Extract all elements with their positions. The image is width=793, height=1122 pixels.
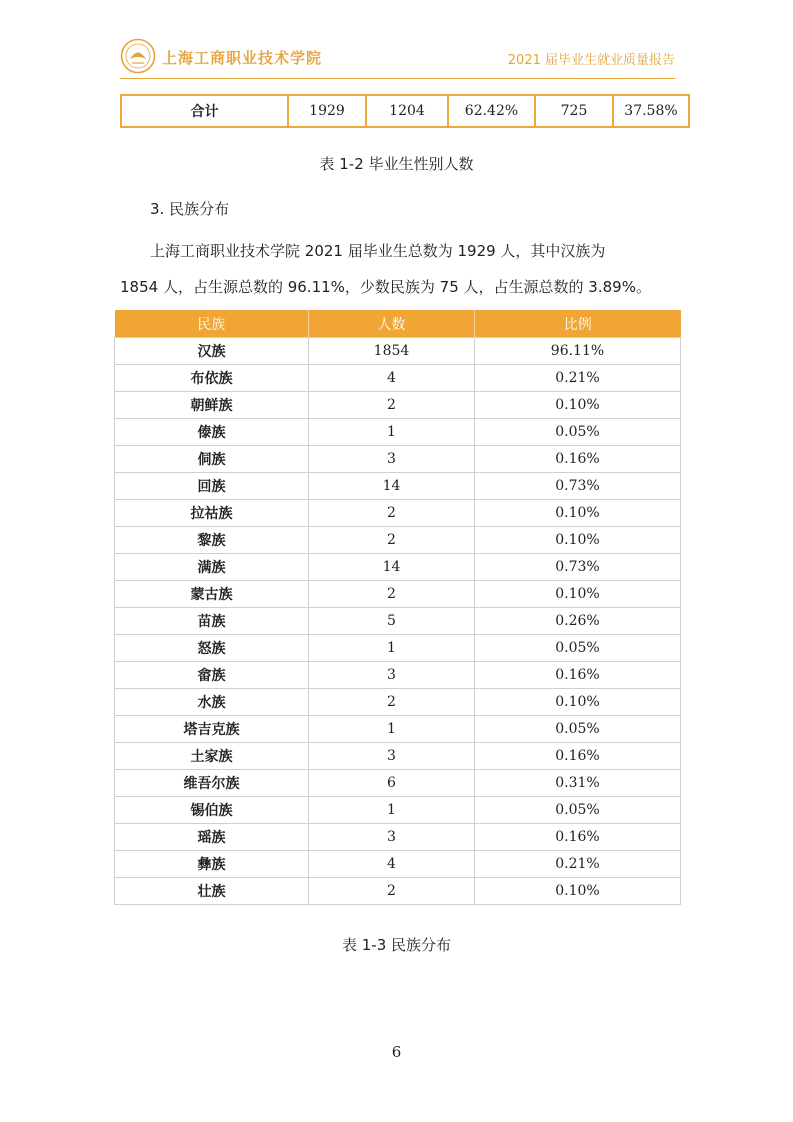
ethnicity-cell: 黎族 bbox=[115, 527, 309, 554]
count-cell: 1 bbox=[309, 635, 475, 662]
ethnicity-cell: 塔吉克族 bbox=[115, 716, 309, 743]
table-row bbox=[115, 473, 681, 500]
count-cell: 2 bbox=[309, 392, 475, 419]
ratio-cell: 0.05% bbox=[475, 419, 681, 446]
count-cell: 4 bbox=[309, 851, 475, 878]
ratio-cell: 0.10% bbox=[475, 500, 681, 527]
column-header-count: 人数 bbox=[309, 310, 475, 338]
table-row bbox=[115, 743, 681, 770]
ethnicity-cell: 拉祜族 bbox=[115, 500, 309, 527]
table-row bbox=[115, 635, 681, 662]
ratio-cell: 0.26% bbox=[475, 608, 681, 635]
table-row bbox=[121, 95, 689, 127]
ethnicity-cell: 侗族 bbox=[115, 446, 309, 473]
ethnicity-cell: 满族 bbox=[115, 554, 309, 581]
count-cell: 2 bbox=[309, 689, 475, 716]
count-cell: 1854 bbox=[309, 338, 475, 365]
ratio-cell: 0.05% bbox=[475, 635, 681, 662]
ratio-cell: 0.10% bbox=[475, 527, 681, 554]
column-header-ratio: 比例 bbox=[475, 310, 681, 338]
count-cell: 1 bbox=[309, 419, 475, 446]
table-row bbox=[115, 770, 681, 797]
table-row bbox=[115, 797, 681, 824]
gender-total-table bbox=[120, 94, 690, 128]
ethnicity-cell: 彝族 bbox=[115, 851, 309, 878]
report-title: 2021 届毕业生就业质量报告 bbox=[507, 53, 675, 68]
ethnicity-cell: 畲族 bbox=[115, 662, 309, 689]
table-row bbox=[115, 500, 681, 527]
table-row bbox=[115, 608, 681, 635]
table-caption-1-3: 表 1-3 民族分布 bbox=[341, 936, 452, 954]
ethnicity-cell: 锡伯族 bbox=[115, 797, 309, 824]
page-number: 6 bbox=[391, 1043, 402, 1061]
count-cell: 14 bbox=[309, 554, 475, 581]
ethnicity-cell: 维吾尔族 bbox=[115, 770, 309, 797]
count-cell: 3 bbox=[309, 743, 475, 770]
ratio-cell: 96.11% bbox=[475, 338, 681, 365]
ethnicity-cell: 回族 bbox=[115, 473, 309, 500]
ratio-cell: 0.73% bbox=[475, 473, 681, 500]
ratio-cell: 0.10% bbox=[475, 581, 681, 608]
ratio-cell: 0.16% bbox=[475, 824, 681, 851]
table-row bbox=[115, 716, 681, 743]
ratio-cell: 0.31% bbox=[475, 770, 681, 797]
ethnicity-cell: 壮族 bbox=[115, 878, 309, 905]
header-divider bbox=[120, 78, 675, 79]
ethnicity-cell: 朝鲜族 bbox=[115, 392, 309, 419]
table-row bbox=[115, 851, 681, 878]
table-row bbox=[115, 446, 681, 473]
ratio-cell: 0.16% bbox=[475, 743, 681, 770]
table-row bbox=[115, 338, 681, 365]
table-row bbox=[115, 392, 681, 419]
total-label: 合计 bbox=[121, 95, 288, 127]
ethnicity-cell: 傣族 bbox=[115, 419, 309, 446]
ratio-cell: 0.10% bbox=[475, 878, 681, 905]
count-cell: 3 bbox=[309, 824, 475, 851]
ratio-cell: 0.05% bbox=[475, 716, 681, 743]
table-row bbox=[115, 419, 681, 446]
ratio-cell: 0.16% bbox=[475, 446, 681, 473]
count-cell: 14 bbox=[309, 473, 475, 500]
count-cell: 2 bbox=[309, 527, 475, 554]
paragraph-line-1: 上海工商职业技术学院 2021 届毕业生总数为 1929 人，其中汉族为 bbox=[150, 242, 606, 260]
table-row bbox=[115, 527, 681, 554]
total-cell: 62.42% bbox=[448, 95, 535, 127]
table-row bbox=[115, 878, 681, 905]
ratio-cell: 0.10% bbox=[475, 689, 681, 716]
section-heading: 3. 民族分布 bbox=[150, 200, 230, 218]
school-name: 上海工商职业技术学院 bbox=[162, 49, 323, 67]
total-cell: 37.58% bbox=[613, 95, 689, 127]
table-row bbox=[115, 365, 681, 392]
school-logo-icon bbox=[120, 38, 156, 74]
table-row bbox=[115, 662, 681, 689]
count-cell: 1 bbox=[309, 797, 475, 824]
count-cell: 3 bbox=[309, 662, 475, 689]
table-row bbox=[115, 689, 681, 716]
paragraph-line-2: 1854 人，占生源总数的 96.11%，少数民族为 75 人，占生源总数的 3.89%。 bbox=[120, 278, 651, 296]
count-cell: 6 bbox=[309, 770, 475, 797]
ethnic-distribution-table bbox=[114, 310, 681, 905]
ethnicity-cell: 汉族 bbox=[115, 338, 309, 365]
count-cell: 2 bbox=[309, 581, 475, 608]
ratio-cell: 0.05% bbox=[475, 797, 681, 824]
ethnicity-cell: 布依族 bbox=[115, 365, 309, 392]
ethnicity-cell: 瑶族 bbox=[115, 824, 309, 851]
ethnicity-cell: 土家族 bbox=[115, 743, 309, 770]
ethnicity-cell: 蒙古族 bbox=[115, 581, 309, 608]
ratio-cell: 0.21% bbox=[475, 365, 681, 392]
column-header-ethnicity: 民族 bbox=[115, 310, 309, 338]
count-cell: 5 bbox=[309, 608, 475, 635]
table-caption-1-2: 表 1-2 毕业生性别人数 bbox=[319, 155, 474, 173]
count-cell: 1 bbox=[309, 716, 475, 743]
page-header bbox=[120, 38, 675, 78]
ethnicity-cell: 怒族 bbox=[115, 635, 309, 662]
count-cell: 4 bbox=[309, 365, 475, 392]
total-cell: 725 bbox=[535, 95, 613, 127]
table-row bbox=[115, 581, 681, 608]
ratio-cell: 0.16% bbox=[475, 662, 681, 689]
count-cell: 2 bbox=[309, 500, 475, 527]
total-cell: 1204 bbox=[366, 95, 448, 127]
table-row bbox=[115, 554, 681, 581]
count-cell: 3 bbox=[309, 446, 475, 473]
total-cell: 1929 bbox=[288, 95, 366, 127]
table-row bbox=[115, 824, 681, 851]
ethnicity-cell: 苗族 bbox=[115, 608, 309, 635]
count-cell: 2 bbox=[309, 878, 475, 905]
ethnicity-cell: 水族 bbox=[115, 689, 309, 716]
ratio-cell: 0.73% bbox=[475, 554, 681, 581]
ratio-cell: 0.21% bbox=[475, 851, 681, 878]
table-header-row bbox=[115, 310, 681, 338]
ratio-cell: 0.10% bbox=[475, 392, 681, 419]
